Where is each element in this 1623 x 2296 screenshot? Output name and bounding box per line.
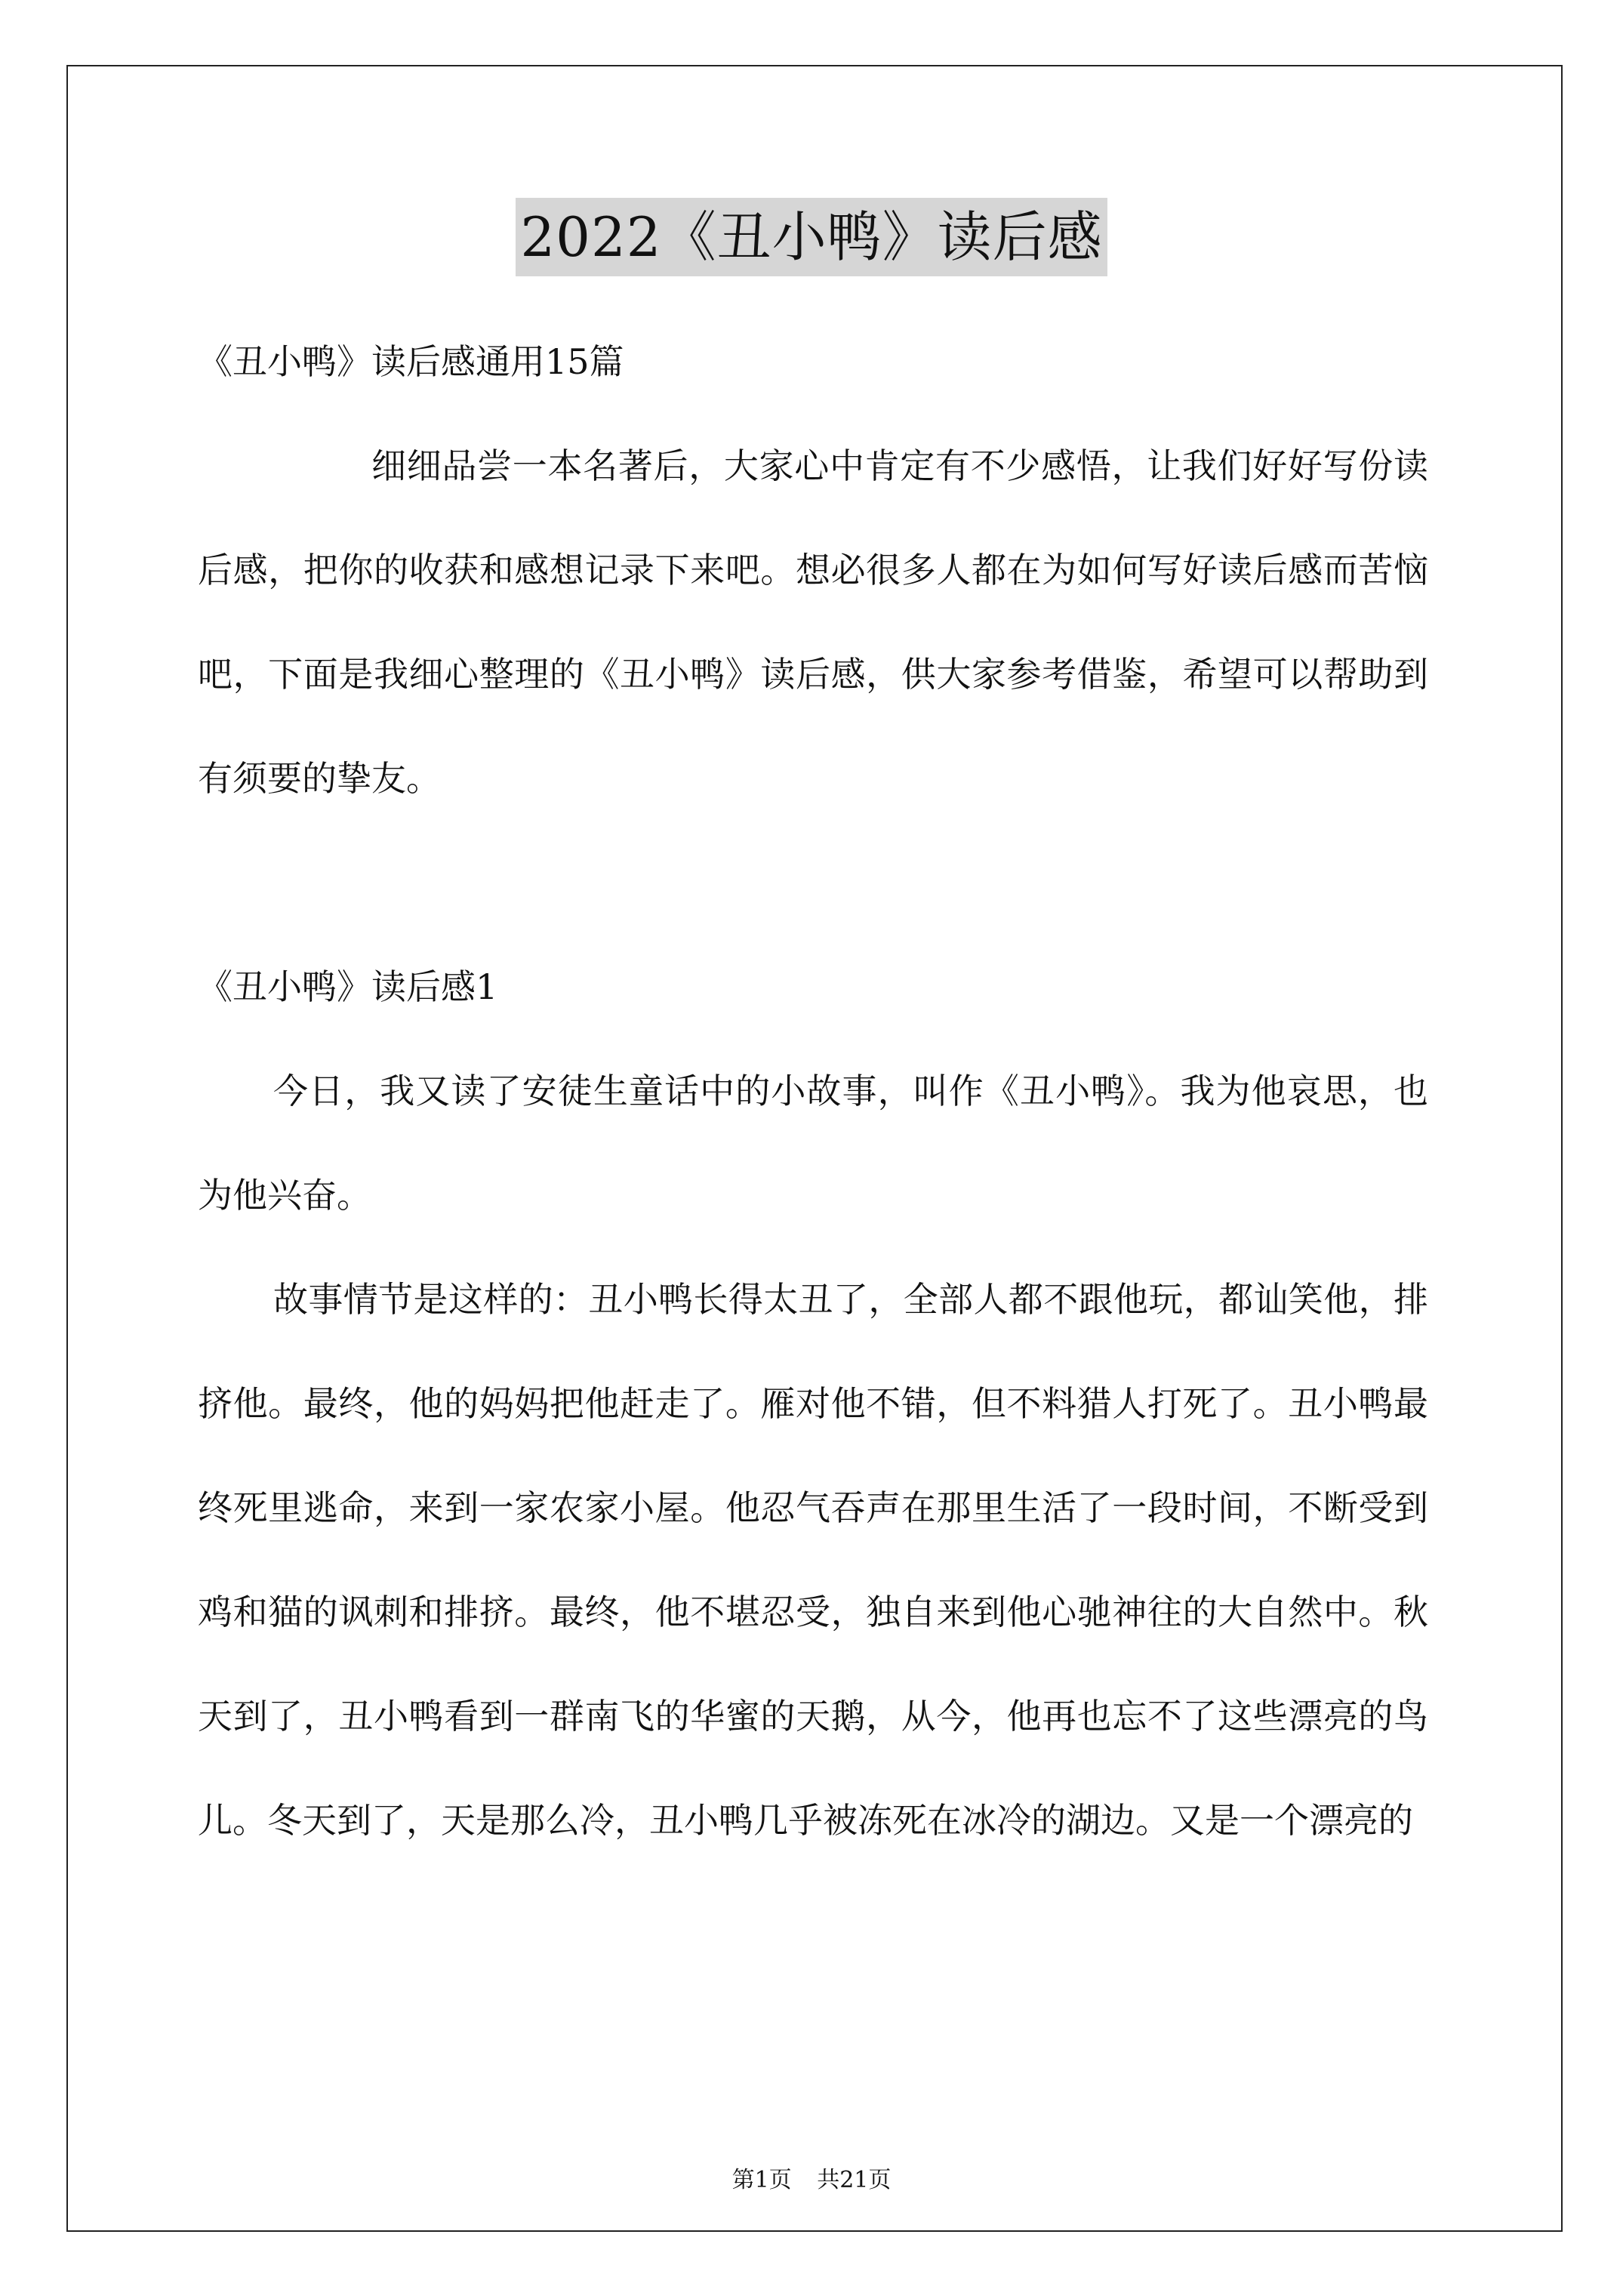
page-number: 第1页 bbox=[731, 2167, 792, 2193]
document-body bbox=[198, 310, 1428, 1872]
page-total: 共21页 bbox=[817, 2167, 892, 2193]
section-heading: 《丑小鸭》读后感1 bbox=[198, 966, 498, 1007]
document-subtitle: 《丑小鸭》读后感通用15篇 bbox=[198, 341, 624, 382]
document-title: 2022《丑小鸭》读后感 bbox=[516, 198, 1107, 276]
body-paragraph: 故事情节是这样的：丑小鸭长得太丑了，全部人都不跟他玩，都讪笑他，排挤他。最终，他的妈妈把他赶走了。雁对他不错，但不料猎人打死了。丑小鸭最终死里逃命，来到一家农家小屋。他忍气吞声在那里生活了一段时间，不断受到鸡和猫的讽刺和排挤。最终，他不堪忍受，独自来到他心驰神往的大自然中。秋天到了，丑小鸭看到一群南飞的华蜜的天鹅，从今，他再也忘不了这些漂亮的鸟儿。冬天到了，天是那么冷，丑小鸭几乎被冻死在冰冷的湖边。又是一个漂亮的 bbox=[198, 1279, 1428, 1841]
title-container bbox=[0, 198, 1623, 276]
page-footer bbox=[0, 2165, 1623, 2196]
intro-paragraph: 细细品尝一本名著后，大家心中肯定有不少感悟，让我们好好写份读后感，把你的收获和感想记录下来吧。想必很多人都在为如何写好读后感而苦恼吧，下面是我细心整理的《丑小鸭》读后感，供大家参考借鉴，希望可以帮助到有须要的挚友。 bbox=[198, 445, 1428, 799]
body-paragraph: 今日，我又读了安徒生童话中的小故事，叫作《丑小鸭》。我为他哀思，也为他兴奋。 bbox=[198, 1071, 1428, 1216]
